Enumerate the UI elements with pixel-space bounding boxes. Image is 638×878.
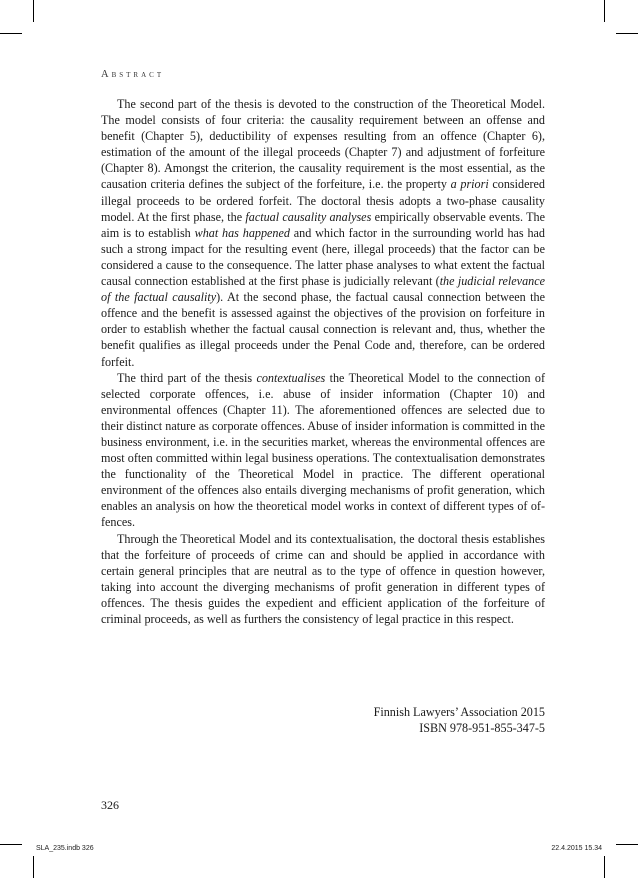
crop-mark xyxy=(0,844,22,845)
abstract-paragraph xyxy=(101,531,545,628)
publisher-line: Finnish Lawyers’ Association 2015 xyxy=(373,705,545,719)
italic-term: what has happened xyxy=(194,225,290,240)
abstract-paragraph xyxy=(101,370,545,531)
isbn-line: ISBN 978-951-855-347-5 xyxy=(419,721,545,735)
crop-mark xyxy=(33,856,34,878)
crop-mark xyxy=(0,33,22,34)
signature-block xyxy=(101,704,545,736)
crop-mark xyxy=(604,0,605,22)
text-run: and which factor in the surrounding world has had such a strong impact for the resulting event (here, illegal proceeds) that the factor can be considered a cause to the consequence. The latter phase analyses to what extent the factual causal connection established at the first phase is judicially relevant ( xyxy=(101,225,546,289)
text-run: The second part of the thesis is devoted to the construction of the Theoretical Model. The model consists of four criteria: the causality requirement between an offense and benefit (Chapter 5), deductibility of expenses resulting from an offence (Chapter 6), estimation of the amount of the illegal proceeds (Chapter 7) and adjustment of forfeiture (Chapter 8). Amongst the criterion, the causality requirement is the most essential, as the causation criteria defines the subject of the forfeiture, i.e. the property xyxy=(101,97,545,192)
page-number: 326 xyxy=(101,798,119,812)
crop-mark xyxy=(604,856,605,878)
slug-timestamp: 22.4.2015 15.34 xyxy=(551,845,602,852)
abstract-paragraph xyxy=(101,96,545,370)
italic-term: the judicial relevance of the factual causality xyxy=(101,274,545,305)
crop-mark xyxy=(616,33,638,34)
running-head: Abstract xyxy=(101,69,165,80)
crop-mark xyxy=(33,0,34,22)
italic-term: contextualises xyxy=(256,370,326,385)
crop-mark xyxy=(616,844,638,845)
text-run: ). At the second phase, the factual causal connection between the offence and the benefit is assessed against the objectives of the provision on forfeiture in order to establish whether the factual causal connection is relevant and, thus, whether the benefit qualifies as illegal proceeds under the Penal Code and, therefore, can be ordered forfeit. xyxy=(101,290,545,369)
text-run: Through the Theoretical Model and its contextualisation, the doctoral thesis establishes that the forfeiture of proceeds of crime can and should be applied in accordance with certain general principles that are neutral as to the type of offence in question however, taking into account the diverging mechanisms of profit generation in different types of offences. The thesis guides the expedient and efficient application of the forfeiture of criminal proceeds, as well as furthers the consistency of legal practice in this respect. xyxy=(101,531,545,626)
text-run: empirically observable events. The aim is to establish xyxy=(101,209,545,240)
italic-term: a priori xyxy=(450,177,489,192)
text-run: considered illegal proceeds to be ordered forfeit. The doctoral thesis adopts a two-phase causality model. At the first phase, the xyxy=(101,177,545,224)
abstract-body xyxy=(101,96,545,627)
slug-file: SLA_235.indb 326 xyxy=(36,845,94,852)
text-run: the Theoretical Model to the connection of selected corporate offences, i.e. abuse of insider information (Chapter 10) and environmental offences (Chapter 11). The aforementioned offences are selected due to their distinct nature as corporate offences. Abuse of insider information is committed in the business environment, i.e. in the securities market, whereas the environmental offences are most often committed within legal business operations. The contextualisation demonstrates the functionality of the Theoretical Model in practice. The different operational environment of the offences also entails diverging mechanisms of profit generation, which enables an analysis on how the theoretical model works in context of different types of offences. xyxy=(101,370,545,530)
italic-term: factual causality analyses xyxy=(245,209,372,224)
text-run: The third part of the thesis xyxy=(117,370,257,385)
